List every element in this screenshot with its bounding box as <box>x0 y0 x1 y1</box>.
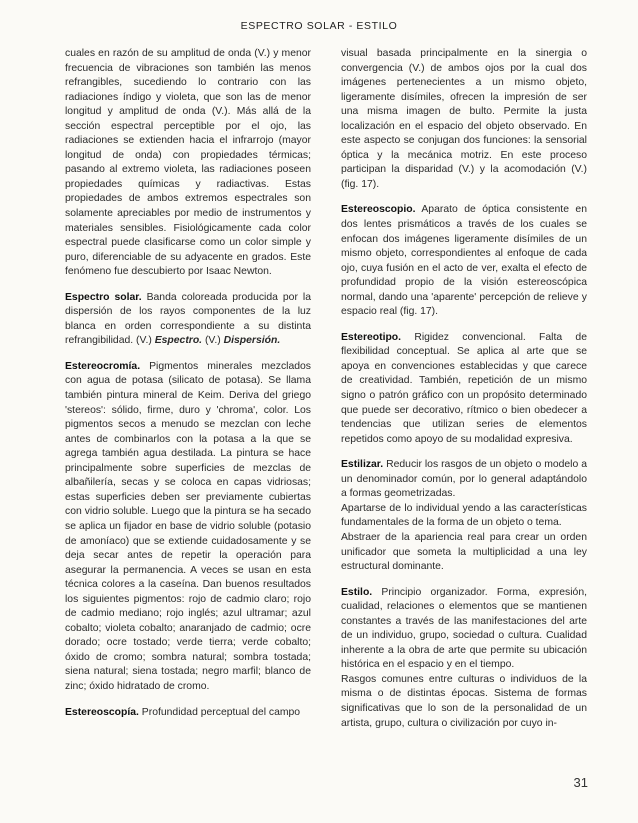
entry-text: Reducir los rasgos de un objeto o modelo a un denominador común, por lo general adaptándolo a formas geometrizadas. <box>341 459 587 500</box>
left-column <box>65 47 311 731</box>
paragraph-text: cuales en razón de su amplitud de onda (V.) y menor frecuencia de vibraciones son también las menos refrangibles, sucediendo lo contrario con las radiaciones índigo y violeta, que son las de menor longitud y amplitud de onda (V.). Más allá de la sección espectral perceptible por el ojo, las radiaciones se extienden hacia el infrarrojo (mayor longitud de onda) con propiedades térmicas; pasando al extremo violeta, las radiaciones poseen propiedades químicas y radiactivas. Estas propiedades de ambos extremos espectrales son solamente apreciables por medio de instrumentos y materiales sensibles. Fisiológicamente cada color espectral puede clasificarse como un color simple y puro, diferenciable de su adyacente en grados. Este fenómeno fue descubierto por Isaac Newton. <box>65 48 311 278</box>
entry-line: Rasgos comunes entre culturas o individuos de la misma o de distintas épocas. Sistema de formas significativas que lo son de la personalidad de un artista, grupo, cultura o civilización por cuyo in- <box>341 673 587 729</box>
entry-estereotipo <box>341 331 587 447</box>
entry-text: Banda coloreada producida por la dispersión de los rayos componentes de la luz blanca en orden correspondiente a su distinta refrangibilidad. (V.) <box>65 291 312 347</box>
right-column <box>341 47 587 742</box>
entry-text: (V.) <box>202 335 224 347</box>
entry-espectro-solar <box>65 291 311 349</box>
entry-term: Estilo. <box>341 586 373 598</box>
entry-text: Profundidad perceptual del campo <box>138 706 301 718</box>
entry-text: Principio organizador. Forma, expresión, cualidad, relaciones o elementos que se mantienen constantes a través de las manifestaciones del arte de un individuo, grupo, sociedad o cultura. Cualidad inherente a la obra de arte que permite su ubicación histórica en el espacio y en el tiempo. <box>341 586 587 671</box>
entry-text: Rigidez convencional. Falta de flexibilidad conceptual. Se aplica al arte que se apoya en convenciones establecidas y que carece de creatividad. También, repetición de un mismo signo o patrón gráfico con un propósito determinado que puede ser decorativo, rítmico o bien obedecer a tendencias que utilizan series de elementos repetidos como apoyo de su modalidad expresiva. <box>341 331 587 445</box>
cross-reference: Espectro. <box>154 335 203 347</box>
paragraph-continuation <box>341 47 587 192</box>
entry-term: Estilizar. <box>341 459 384 471</box>
entry-term: Estereoscopía. <box>65 706 139 718</box>
entry-term: Estereoscopio. <box>341 204 416 216</box>
entry-term: Estereotipo. <box>341 331 402 343</box>
cross-reference: Dispersión. <box>223 335 281 347</box>
entry-estereoscopio <box>341 203 587 319</box>
entry-term: Estereocromía. <box>65 360 141 372</box>
entry-estilizar <box>341 458 587 574</box>
page-number: 31 <box>573 775 588 790</box>
running-header: ESPECTRO SOLAR - ESTILO <box>240 20 398 32</box>
entry-estereoscopia <box>65 706 311 721</box>
entry-text: Pigmentos minerales mezclados con agua de potasa (silicato de potasa). Se llama también pintura mineral de Keim. Deriva del griego 'stereos': sólido, firme, duro y 'chroma', color. Los pigmentos secos a menudo se mezclan con leche antes de combinarlos con la potasa a la que se agrega también agua destilada. La pintura se hace principalmente sobre superficies de mezclas de albañilería, secas y se coloca en capas vidriosas; estas superficies deben ser previamente cubiertas con vidrio soluble. Luego que la pintura se ha secado se aplica un fijador en base de vidrio soluble (potasio de amoníaco) que se extiende cuidadosamente y se deja secar antes de repetir la operación para asegurar la permanencia. A veces se usan en esta técnica colores a la caseína. Dan buenos resultados los siguientes pigmentos: rojo de cadmio claro; rojo de cadmio mediano; rojo inglés; azul ultramar; azul cobalto; violeta cobalto; anaranjado de cadmio; ocre dorado; ocre tostado; verde tierra; verde cobalto; óxido de cromo; sombra natural; sombra tostada; siena natural; siena tostada; negro marfil; blanco de zinc; óxido hidratado de cromo. <box>65 360 311 692</box>
entry-line: Abstraer de la apariencia real para crear un orden unificador que someta la multiplicidad a una ley estructural dominante. <box>341 531 587 573</box>
entry-text: Aparato de óptica consistente en dos lentes prismáticos a través de los cuales se enfocan dos imágenes ligeramente disímiles de un mismo objeto, correspondientes al enfoque de cada ojo, cuya fusión en el acto de ver, exalta el efecto de profundidad propio de la visión estereoscópica normal, dando una 'aparente' percepción de relieve y espacio real (fig. 17). <box>341 204 587 318</box>
entry-line: Apartarse de lo individual yendo a las características fundamentales de la forma de un objeto o tema. <box>341 502 587 529</box>
entry-estilo <box>341 586 587 731</box>
entry-term: Espectro solar. <box>65 291 142 303</box>
paragraph-continuation <box>65 47 311 280</box>
entry-estereocromia <box>65 360 311 695</box>
paragraph-text: visual basada principalmente en la sinergia o convergencia (V.) de ambos ojos por la cual dos imágenes pertenecientes a un mismo objeto, ligeramente disímiles, ofrecen la impresión de ser una misma imagen de bulto. Permite la justa localización en el espacio del objeto observado. En este aspecto se conjugan dos funciones: la sensorial óptica y la mecánica motriz. En este proceso participan la disparidad (V.) y la acomodación (V.) (fig. 17). <box>341 48 587 190</box>
